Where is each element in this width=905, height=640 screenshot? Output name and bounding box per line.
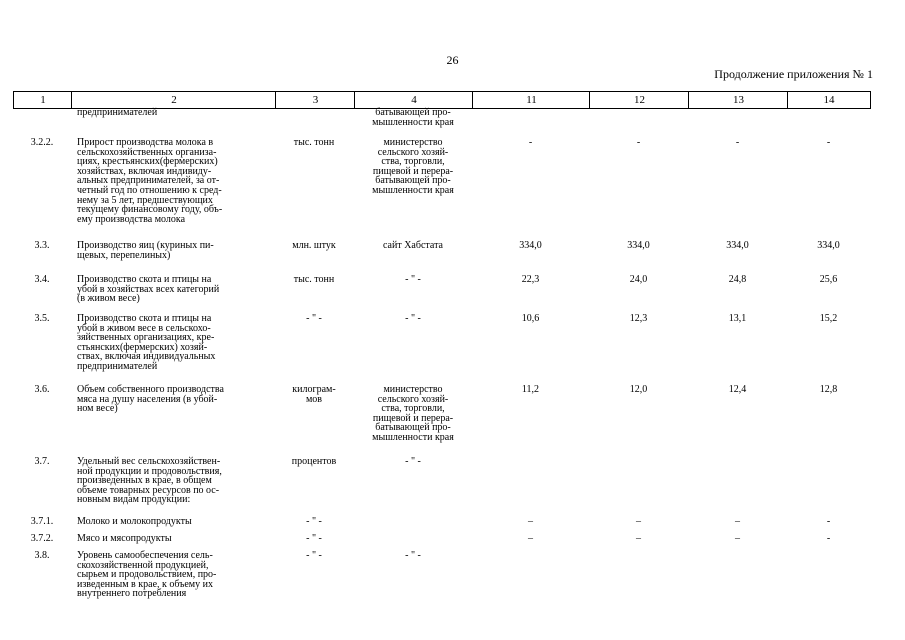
cell-value-11: 11,2: [521, 384, 540, 395]
cell-unit: тыс. тонн: [293, 137, 335, 148]
cell-value-13: –: [735, 533, 740, 544]
header-col-3: 3: [275, 91, 355, 109]
cell-unit: - " -: [306, 516, 322, 527]
cell-number: 3.7.1.: [30, 516, 54, 527]
cell-value-12: -: [636, 137, 641, 148]
cell-unit: - " -: [306, 533, 322, 544]
cell-number: 3.8.: [34, 550, 50, 561]
header-col-12: 12: [589, 91, 689, 109]
cell-value-13: 13,1: [728, 313, 747, 324]
header-col-1: 1: [13, 91, 72, 109]
cell-source: - " -: [405, 313, 421, 324]
cell-number: 3.4.: [34, 274, 50, 285]
cell-number: 3.6.: [34, 384, 50, 395]
cell-unit: тыс. тонн: [293, 274, 335, 285]
cell-value-14: 25,6: [819, 274, 838, 285]
cell-value-11: –: [528, 516, 533, 527]
cell-value-13: 24,8: [728, 274, 747, 285]
cell-value-14: 334,0: [817, 240, 840, 251]
cell-source: - " -: [405, 456, 421, 467]
cell-value-14: -: [826, 137, 831, 148]
cell-source: батывающей про- мышленности края: [372, 107, 454, 128]
cell-value-13: -: [735, 137, 740, 148]
cell-value-12: –: [636, 533, 641, 544]
cell-value-12: 12,0: [629, 384, 648, 395]
continuation-note: Продолжение приложения № 1: [714, 67, 873, 81]
cell-value-11: 10,6: [521, 313, 540, 324]
cell-unit: процентов: [291, 456, 337, 467]
cell-value-14: -: [826, 516, 831, 527]
cell-value-11: -: [528, 137, 533, 148]
cell-name: Мясо и мясопродукты: [77, 533, 172, 544]
cell-value-14: -: [826, 533, 831, 544]
cell-value-14: 12,8: [819, 384, 838, 395]
cell-number: 3.2.2.: [30, 137, 54, 148]
cell-source: сайт Хабстата: [382, 240, 443, 251]
header-col-14: 14: [787, 91, 871, 109]
cell-value-12: –: [636, 516, 641, 527]
cell-unit: килограм- мов: [292, 384, 336, 405]
cell-value-11: –: [528, 533, 533, 544]
cell-source: - " -: [405, 550, 421, 561]
cell-name: Прирост производства молока в сельскохозяйственных организа- циях, крестьянских(фермерских) хозяйствах, включая индивиду- альных предпринимателей, за от- четный год по отношению к сред- нему за 5 лет, предшествующих текущему финансовому году, объ- ему производства молока: [77, 137, 223, 225]
cell-name: Объем собственного производства мяса на душу населения (в убой- ном весе): [77, 384, 224, 415]
cell-source: - " -: [405, 274, 421, 285]
cell-value-12: 24,0: [629, 274, 648, 285]
cell-value-11: 22,3: [521, 274, 540, 285]
cell-number: 3.7.: [34, 456, 50, 467]
cell-value-13: 12,4: [728, 384, 747, 395]
header-col-2: 2: [71, 91, 276, 109]
cell-name: Производство яиц (куриных пи- щевых, перепелиных): [77, 240, 214, 261]
cell-value-14: 15,2: [819, 313, 838, 324]
cell-source: министерство сельского хозяй- ства, торговли, пищевой и перера- батывающей про- мышленности края: [372, 137, 454, 196]
cell-source: министерство сельского хозяй- ства, торговли, пищевой и перера- батывающей про- мышленности края: [372, 384, 454, 443]
header-col-4: 4: [354, 91, 473, 109]
cell-value-12: 334,0: [627, 240, 650, 251]
cell-name: Молоко и молокопродукты: [77, 516, 192, 527]
cell-name: Производство скота и птицы на убой в живом весе в сельскохо- зяйственных организациях, кре- стьянских(фермерских) хозяй- ствах, включая индивидуальных предпринимателей: [77, 313, 216, 372]
cell-name: Производство скота и птицы на убой в хозяйствах всех категорий (в живом весе): [77, 274, 220, 305]
cell-name: предпринимателей: [77, 107, 158, 118]
cell-value-13: 334,0: [726, 240, 749, 251]
page-number: 26: [446, 53, 459, 67]
header-col-13: 13: [688, 91, 788, 109]
cell-unit: - " -: [306, 550, 322, 561]
cell-value-11: 334,0: [519, 240, 542, 251]
cell-unit: млн. штук: [292, 240, 336, 251]
cell-value-12: 12,3: [629, 313, 648, 324]
cell-unit: - " -: [306, 313, 322, 324]
cell-name: Удельный вес сельскохозяйствен- ной продукции и продовольствия, произведенных в крае, в общем объеме товарных ресурсов по ос- новным видам продукции:: [77, 456, 222, 506]
cell-value-13: –: [735, 516, 740, 527]
header-col-11: 11: [472, 91, 590, 109]
cell-number: 3.7.2.: [30, 533, 54, 544]
cell-name: Уровень самообеспечения сель- скохозяйственной продукцией, сырьем и продовольствием, про- изведенным в крае, к объему их внутреннего потребления: [77, 550, 217, 600]
cell-number: 3.3.: [34, 240, 50, 251]
cell-number: 3.5.: [34, 313, 50, 324]
